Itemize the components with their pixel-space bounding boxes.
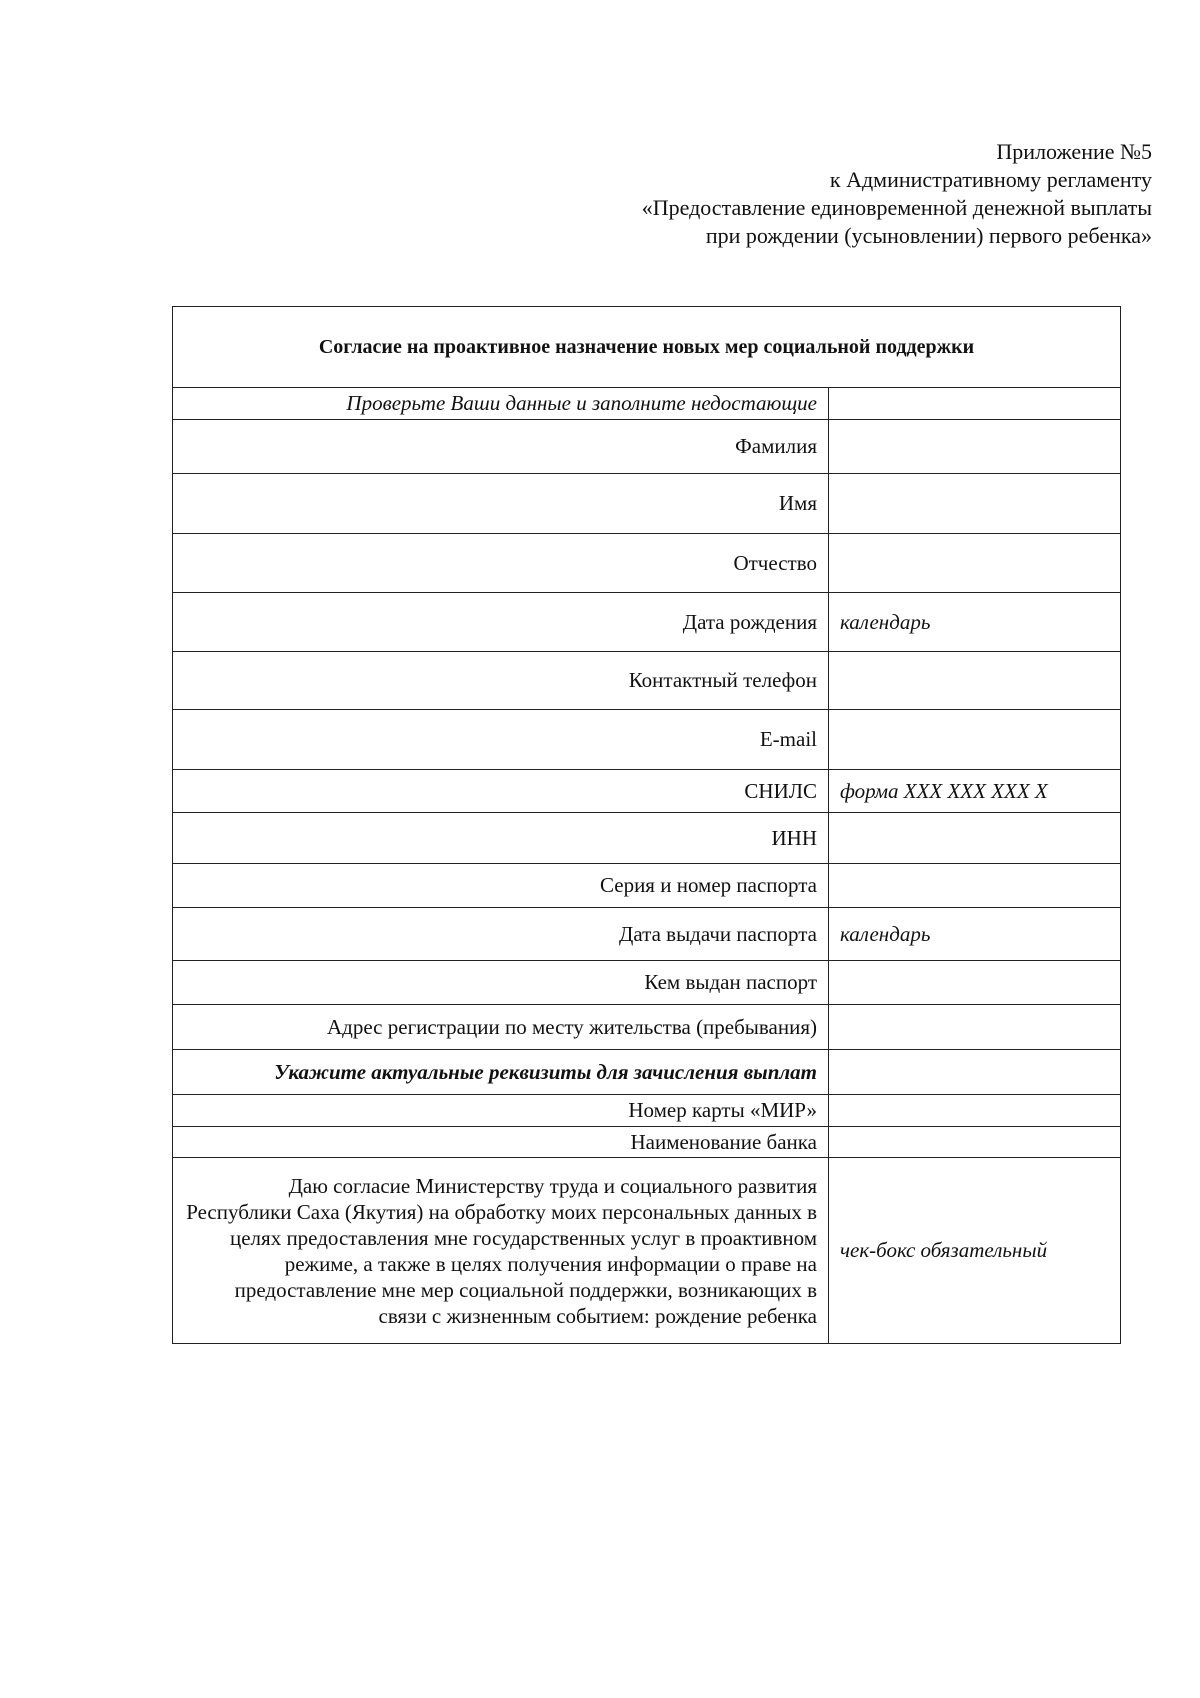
email-field[interactable] [829, 710, 1121, 770]
form-row-card-number [173, 1095, 1121, 1127]
card-number-label: Номер карты «МИР» [173, 1095, 829, 1127]
form-row-address [173, 1005, 1121, 1050]
form-row-name [173, 474, 1121, 534]
form-row-passport-date [173, 908, 1121, 961]
instruction-row [173, 388, 1121, 420]
patronymic-label: Отчество [173, 534, 829, 593]
form-row-passport-issuer [173, 961, 1121, 1005]
surname-field[interactable] [829, 420, 1121, 474]
card-number-field[interactable] [829, 1095, 1121, 1127]
email-label: E-mail [173, 710, 829, 770]
form-title: Согласие на проактивное назначение новых мер социальной поддержки [173, 307, 1121, 388]
regulation-title-line2: при рождении (усыновлении) первого ребенка» [705, 223, 1152, 248]
phone-label: Контактный телефон [173, 652, 829, 710]
snils-field[interactable]: форма XXX XXX XXX X [829, 770, 1121, 813]
form-row-birth-date [173, 593, 1121, 652]
form-row-surname [173, 420, 1121, 474]
consent-form-table [172, 306, 1121, 1344]
bank-section-row [173, 1050, 1121, 1095]
instruction-value-cell [829, 388, 1121, 420]
form-title-row [173, 307, 1121, 388]
form-row-patronymic [173, 534, 1121, 593]
name-label: Имя [173, 474, 829, 534]
birth-date-label: Дата рождения [173, 593, 829, 652]
passport-issuer-field[interactable] [829, 961, 1121, 1005]
passport-number-label: Серия и номер паспорта [173, 864, 829, 908]
passport-issuer-label: Кем выдан паспорт [173, 961, 829, 1005]
name-field[interactable] [829, 474, 1121, 534]
form-row-email [173, 710, 1121, 770]
document-header [452, 138, 1152, 250]
patronymic-field[interactable] [829, 534, 1121, 593]
inn-label: ИНН [173, 813, 829, 864]
bank-name-label: Наименование банка [173, 1127, 829, 1158]
bank-section-title: Укажите актуальные реквизиты для зачисления выплат [173, 1050, 829, 1095]
consent-checkbox-cell[interactable]: чек-бокс обязательный [829, 1158, 1121, 1344]
form-row-phone [173, 652, 1121, 710]
consent-text: Даю согласие Министерству труда и социального развития Республики Саха (Якутия) на обработку моих персональных данных в целях предоставления мне государственных услуг в проактивном режиме, а также в целях получения информации о праве на предоставление мне мер социальной поддержки, возникающих в связи с жизненным событием: рождение ребенка [173, 1158, 829, 1344]
form-row-bank-name [173, 1127, 1121, 1158]
bank-section-value-cell [829, 1050, 1121, 1095]
phone-field[interactable] [829, 652, 1121, 710]
snils-label: СНИЛС [173, 770, 829, 813]
address-label: Адрес регистрации по месту жительства (пребывания) [173, 1005, 829, 1050]
passport-date-label: Дата выдачи паспорта [173, 908, 829, 961]
address-field[interactable] [829, 1005, 1121, 1050]
consent-row [173, 1158, 1121, 1344]
regulation-title-line1: «Предоставление единовременной денежной выплаты [641, 195, 1152, 220]
surname-label: Фамилия [173, 420, 829, 474]
passport-date-field[interactable]: календарь [829, 908, 1121, 961]
form-row-snils [173, 770, 1121, 813]
appendix-number: Приложение №5 [996, 139, 1152, 164]
appendix-reference: к Административному регламенту [829, 167, 1152, 192]
birth-date-field[interactable]: календарь [829, 593, 1121, 652]
instruction-text: Проверьте Ваши данные и заполните недостающие [173, 388, 829, 420]
passport-number-field[interactable] [829, 864, 1121, 908]
form-row-passport-number [173, 864, 1121, 908]
bank-name-field[interactable] [829, 1127, 1121, 1158]
inn-field[interactable] [829, 813, 1121, 864]
form-row-inn [173, 813, 1121, 864]
